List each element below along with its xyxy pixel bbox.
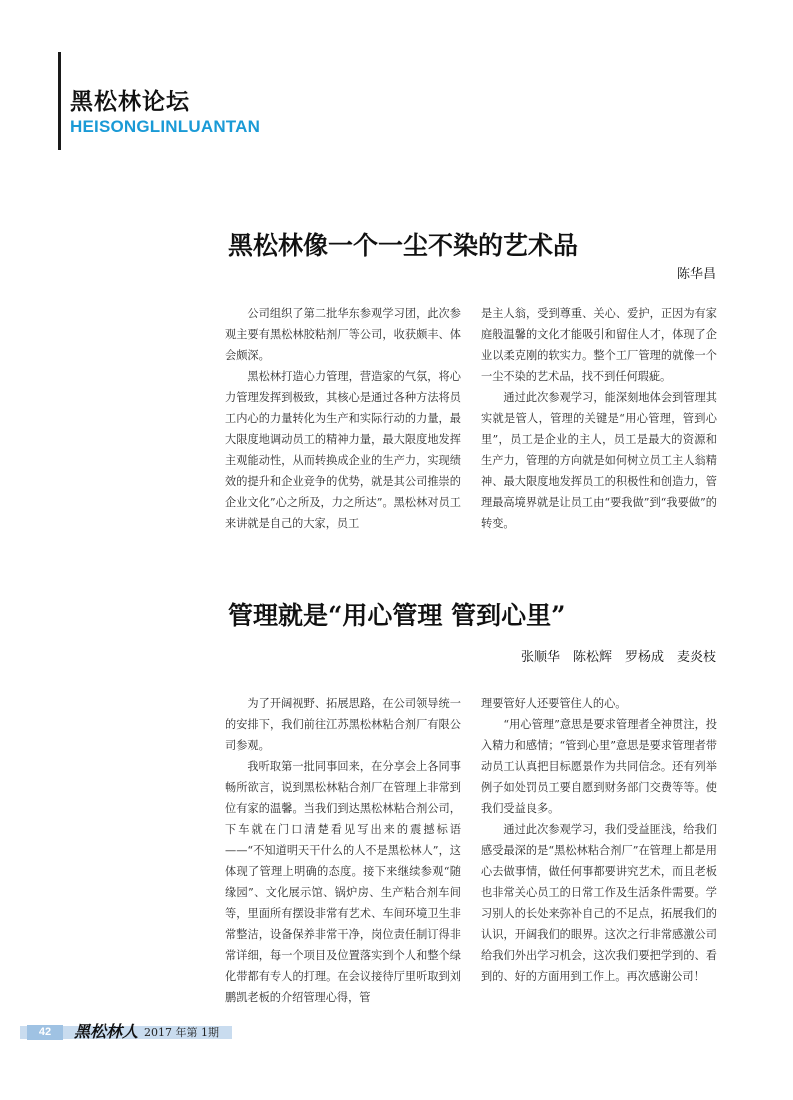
article-2-title: 管理就是“用心管理 管到心里”	[228, 601, 566, 630]
article-2-authors: 张顺华 陈松辉 罗杨成 麦炎枝	[520, 650, 716, 665]
article-2-left-column	[225, 693, 461, 1008]
article-2-right-column	[481, 693, 717, 987]
section-title: 黑松林论坛	[70, 89, 190, 115]
section-divider-bar	[58, 52, 61, 150]
article-1-paragraph: 通过此次参观学习，能深刻地体会到管理其实就是管人，管理的关键是“用心管理，管到心里”，员工是企业的主人，员工是最大的资源和生产力，管理的方向就是如何树立员工主人翁精神、最大限度地发挥员工的积极性和创造力，管理最高境界就是让员工由“要我做”到“我要做”的转变。	[481, 391, 717, 530]
article-2-paragraph: “用心管理”意思是要求管理者全神贯注，投入精力和感情；“管到心里”意思是要求管理者带动员工认真把目标愿景作为共同信念。还有列举例子如处罚员工要自愿到财务部门交费等等。使我们受益良多。	[481, 718, 717, 815]
article-2-paragraph: 我听取第一批同事回来，在分享会上各同事畅所欲言，说到黑松林粘合剂厂在管理上非常到位有家的温馨。当我们到达黑松林粘合剂公司，下车就在门口清楚看见写出来的震撼标语——“不知道明天干什么的人不是黑松林人”，这体现了管理上明确的态度。接下来继续参观“随缘园”、文化展示馆、锅炉房、生产粘合剂车间等，里面所有摆设非常有艺术、车间环境卫生非常整洁，设备保养非常干净，岗位责任制订得非常详细，每一个项目及位置落实到个人和整个绿化带都有专人的打理。在会议接待厅里听取到刘鹏凯老板的介绍管理心得，管	[225, 760, 461, 1004]
article-1-title: 黑松林像一个一尘不染的艺术品	[228, 231, 579, 260]
article-1-right-column	[481, 303, 717, 534]
article-1-paragraph: 是主人翁，受到尊重、关心、爱护，正因为有家庭般温馨的文化才能吸引和留住人才，体现了企业以柔克刚的软实力。整个工厂管理的就像一个一尘不染的艺术品，找不到任何瑕疵。	[481, 307, 717, 383]
article-1-paragraph: 公司组织了第二批华东参观学习团，此次参观主要有黑松林胶粘剂厂等公司，收获颇丰、体会颇深。	[225, 307, 461, 362]
page-footer	[20, 1022, 232, 1040]
magazine-logo: 黑松林人	[74, 1022, 139, 1041]
article-2-paragraph: 为了开阔视野、拓展思路，在公司领导统一的安排下，我们前往江苏黑松林粘合剂厂有限公司参观。	[225, 697, 461, 752]
page-number: 42	[38, 1026, 52, 1038]
article-1-author: 陈华昌	[676, 267, 716, 282]
article-1-left-column	[225, 303, 461, 534]
section-title-pinyin: HEISONGLINLUANTAN	[70, 117, 261, 136]
article-2-paragraph: 理要管好人还要管住人的心。	[481, 697, 627, 710]
article-2-paragraph: 通过此次参观学习，我们受益匪浅，给我们感受最深的是“黑松林粘合剂厂”在管理上都是用心去做事情，做任何事都要讲究艺术，而且老板也非常关心员工的日常工作及生活条件需要。学习别人的长处来弥补自己的不足点，拓展我们的认识，开阔我们的眼界。这次之行非常感激公司给我们外出学习机会，这次我们要把学到的、看到的、好的方面用到工作上。再次感谢公司！	[481, 823, 717, 983]
article-1-paragraph: 黑松林打造心力管理，营造家的气氛，将心力管理发挥到极致，其核心是通过各种方法将员工内心的力量转化为生产和实际行动的力量，最大限度地调动员工的精神力量，最大限度地发挥主观能动性，从而转换成企业的生产力，实现绩效的提升和企业竞争的优势，就是其公司推崇的企业文化”心之所及，力之所达”。黑松林对员工来讲就是自己的大家，员工	[225, 370, 461, 530]
issue-label: 2017 年第 1期	[144, 1026, 219, 1039]
